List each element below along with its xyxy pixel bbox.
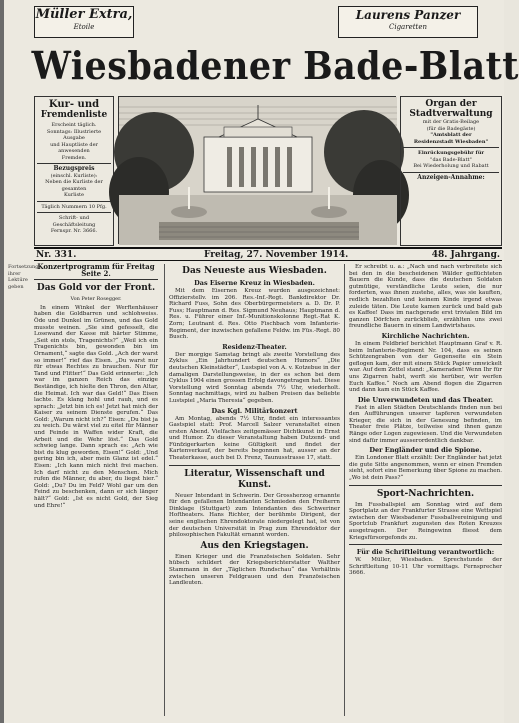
issue-date: Freitag, 27. November 1914. xyxy=(204,250,349,260)
militar-title: Das Kgl. Militärkonzert xyxy=(211,406,298,415)
kurliste-line: Schrift- und Geschäftsleitung xyxy=(52,215,96,228)
column-2 xyxy=(164,264,340,716)
organ-line: Residenzstadt Wiesbaden" xyxy=(413,138,489,145)
organ-box xyxy=(400,96,502,246)
organ-line: Einrückungsgebühr für xyxy=(418,150,484,156)
ad-left-subtitle: Etoile xyxy=(73,23,95,31)
ad-right-title: Laurens Panzer xyxy=(355,8,461,22)
kurliste-title-2: Fremdenliste xyxy=(40,110,108,120)
kurliste-line: Kurliste xyxy=(64,192,84,198)
divider xyxy=(403,147,499,148)
organ-line: (für die Badegäste) xyxy=(426,125,476,132)
left-edge-text: Fortsetzung ihrer Lektüre geben xyxy=(8,264,39,290)
sub3-title: Der Engländer und die Spione. xyxy=(369,446,482,455)
ad-laurens-panzer xyxy=(338,6,478,38)
ad-mueller-extra xyxy=(34,6,134,38)
section-title-wiesbaden: Das Neueste aus Wiesbaden. xyxy=(182,266,327,276)
footer-title: Für die Schriftleitung verantwortlich: xyxy=(356,548,495,557)
kurhaus-illustration xyxy=(118,96,396,244)
organ-line: "das Bade-Blatt" xyxy=(430,156,472,163)
divider xyxy=(349,544,502,545)
sub2-text: Fast in allen Städten Deutschlands finden nun bei den Aufführungen unserer tapferen verwundeten Krieger, die sich in der Genesung befinden, im Theater freie Plätze, teilweise sind ihnen ganze Ränge oder Logen zugewiesen. Und die Verwundeten sind dafür immer ausserordentlich dankbar. xyxy=(349,404,502,444)
kurliste-line: (einschl. Kurliste): xyxy=(50,172,98,179)
ad-right-subtitle: Cigaretten xyxy=(388,23,427,31)
ad-left-title: Müller Extra, xyxy=(35,7,133,22)
issue-number: Nr. 331. xyxy=(36,250,77,260)
kriegstagen-title: Aus den Kriegstagen. xyxy=(200,540,309,551)
divider xyxy=(169,465,340,466)
kreuz-title: Das Eiserne Kreuz in Wiesbaden. xyxy=(194,279,315,287)
kurliste-box xyxy=(34,96,114,246)
divider xyxy=(37,212,111,213)
sub1-title: Kirchliche Nachrichten. xyxy=(381,331,470,340)
kurliste-line: Neben die Kurliste der gesamten xyxy=(45,179,103,192)
issue-year: 48. Jahrgang. xyxy=(431,250,500,260)
story-author: Von Peter Rosegger. xyxy=(70,296,122,303)
kurliste-line: Täglich Nummern 10 Pfg. xyxy=(41,203,107,210)
masthead-title: Wiesbadener Bade-Blatt xyxy=(31,43,519,88)
column-1 xyxy=(34,264,158,716)
story-text: In einem Winkel der Werftenhäuser haben die Goldbarren und schlohweiss. Öde und Dunkel im Grünen, und das Gold musste weinen. „Sie sind gefesselt, die Losewand der Kasse mit härter Stimme, „Seit ein stols, Tragenichts?“ „Weil ich ein Tragenichts bin, gewonden bin im Ornament,“ sagte das Gold. „Ach der warst so immer!“ rief das Eisen. „Du warst nur für etwas Rechtes zu brauchen. Nur für Tand und Flitter!“ Das Gold erinnerte: „Ich war im ganzen Reich das einzige Beständige, ich hielte den Thron, den Altar, die Heimat. Ich war das Geld!“ Das Eisen lachte. Es klang hohl und rauh, und es sprach: „Jetzt bin ich es! Jetzt hat mich der Kaiser zu seinem Dienste gerufen.“ Das Gold: „Warum nicht ich?“ Eisen: „Du bist ja zu weich. Du wärst viel zu eitel für Männer und Feinde in Waffen wider Kraft, die Arbeit und die Wehr löst.“ Das Gold schwieg lange. Dann sprach es: „Ach wie bist du klug geworden, Eisen!“ Gold: „Und gering bin ich, aber mein Glanz ist edel.“ Eisen: „Ich kann mich nicht frei machen. Ich darf nicht zu den Menschen. Mich rufen die Männer, du aber, du liegst hier.“ Gold: „Du? Du im Feld? Wohl gar um den Feind zu beschenken, dann er sich länger hält?“ Gold: „Ist es nicht Gold, der Sieg und Ehre!“ xyxy=(34,304,158,509)
theater-title: Residenz-Theater. xyxy=(222,342,287,351)
kurliste-line: Erscheint täglich. xyxy=(51,122,97,128)
literatur-title: Literatur, Wissenschaft und Kunst. xyxy=(184,468,325,490)
sub3-text: Ein Londoner Blatt erzählt: Der Engländer hat jetzt die gute Sitte angenommen, wenn er einen Fremden sieht, sofort eine Bemerkung über Spione zu machen. „Wo ist dein Pass?“ xyxy=(349,455,502,482)
organ-line: Anzeigen-Annahme: xyxy=(417,173,485,181)
militar-text: Am Montag, abends 7½ Uhr, findet ein interessantes Gastspiel statt: Prof. Marcell Salzer veranstaltet einen ersten Abend. Vielfaches zeitgemässer Dichtkunst in Ernst und Humor. Zu dieser Veranstaltung haben Dutzend- und Fünfzigerkarten keine Gültigkeit und findet der Kartenverkauf, der bereits begonnen hat, ausser an der Theaterkasse, auch bei D. Frenz, Taunusstrasse 17, statt. xyxy=(169,415,340,462)
kreuz-text: Mit dem Eisernen Kreuz wurden ausgezeichnet: Offizierstellv. im 206. Res.-Inf.-Regt. Bankdirektor Dr. Richard Fuss, Sohn des Oberbürgermeisters a. D. Dr. P. Fuss; Hauptmann d. Res. Sigmund Neuhaus; Hauptmann d. Res. u. Führer einer Inf.-Munitionskolonne Regt.-Rat K. Zorn; Leutnant d. Res. Otto Fischbach vom Infanterie-Regiment, der inzwischen gefallene Feldw. im Füs.-Regt. 80 Busch. xyxy=(169,288,340,341)
organ-line: Bei Wiederholung und Rabatt xyxy=(413,163,489,169)
theater-text: Der morgige Samstag bringt als zweite Vorstellung des Zyklus „Ein Jahrhundert deutschen Humors“ „Die deutschen Kleinstädter“, Lustspiel von A. v. Kotzebue in der damaligen Darstellungsweise, in der es schon bei dem Cyklus 1904 einen grossen Erfolg davongetragen hat. Diese Vorstellung wird Sonntag abends 7½ Uhr, wiederholt. Sonntag nachmittags, wird zu halben Preisen das beliebte Lustspiel „Maria Theresia“ gegeben. xyxy=(169,351,340,404)
literatur-text: Neuer Intendant in Schwerin. Der Grossherzog ernannte für den gefallenen Intendanten Schmieden den Freiherrn Dinklage (Stuttgart) zum Intendanten des Schweriner Hoftheaters. Hans Richter, der berühmte Dirigent, der seine englischen Ehrendoktorate niedergelegt hat, ist von der deutschen Universität in Prag zum Ehrendoktor der philosophischen Fakultät ernannt worden. xyxy=(169,492,340,539)
concert-program-link[interactable]: Konzertprogramm für Freitag Seite 2. xyxy=(34,264,158,280)
kurliste-line: Fremden. xyxy=(61,154,87,161)
divider xyxy=(37,163,111,164)
kurhaus-engraving xyxy=(119,97,397,245)
organ-line: mit der Gratis-Beilage xyxy=(422,119,480,125)
organ-title-2: Stadtverwaltung xyxy=(409,109,493,119)
date-bar xyxy=(34,247,502,261)
sub1-text: In einem Feldbrief berichtet Hauptmann Graf v. R. beim Infanterie-Regiment Nr. 104, dass es seinen Schützengraben von der Gegenseite ein Stein geflogen kam, der mit einem Stück Papier umwickelt war. Auf dem Zettel stand: „Kameraden! Wenn Ihr für uns Zigarren habt, werft sie herüber, wir werfen Euch Kaffee.“ Noch am Abend flogen die Zigarren und dann kam ein Stück Kaffee. xyxy=(349,340,502,394)
col3-text: Er schreibt u. a.: „Nach und nach verbreitete sich bei den in die bescheidenen Wälder geflüchteten Bauern die Kunde, dass die deutschen Soldaten gutmütige, verständliche Leute seien, die nur forderten, was ihnen zustehe, alles, was sie kauften, redlich bezahlten und keinem Kinde irgend etwas zuleide täten. Die Leute kamen zurück und bald gab es Kaffee! Dass im nachgerade erst trivialen Bild im ganzen Dörfchen zurückblieb, erzählten uns zwei freundliche Bauern in einem Landwirtshaus. xyxy=(349,264,502,330)
divider xyxy=(37,201,111,202)
organ-title-1: Organ der xyxy=(425,99,477,109)
divider xyxy=(349,485,502,486)
footer-text: W. Müller, Wiesbaden. Sprechstunde der Schriftleitung 10-11 Uhr vormittags. Fernsprecher 3666. xyxy=(349,557,502,577)
sport-title: Sport-Nachrichten. xyxy=(376,488,475,499)
kurliste-title-1: Kur- und xyxy=(48,99,100,110)
kriegstagen-text: Einen Krieger und die Französischen Soldaten. Sehr hübsch schildert der Kriegsberichterstatter Walther Stammann in der „Täglichen Rundschau“ das Verhältnis zwischen unseren Feldgrauen und den Französischen Landleuten. xyxy=(169,553,340,587)
organ-line: "Amtsblatt der xyxy=(430,132,472,138)
sub2-title: Die Unverwundeten und das Theater. xyxy=(357,395,494,404)
divider xyxy=(403,172,499,173)
story-title: Das Gold vor der Front. xyxy=(36,283,156,294)
kurliste-line: und Hauptliste der anwesenden xyxy=(50,141,98,154)
column-3 xyxy=(344,264,502,716)
kurliste-line: Sonntags: Illustrierte Ausgabe xyxy=(46,128,102,141)
sport-text: Im Fussballspiel am Sonntag wird auf dem Sportplatz an der Frankfurter Strasse eine Wettspiel zwischen der Wiesbadener Fussballvereinigung und Sportclub Frankfurt zugunsten des Roten Kreuzes ausgetragen. Der Reingewinn fliesst dem Kriegsfürsorgefonds zu. xyxy=(349,501,502,541)
kurliste-line: Bezugspreis xyxy=(53,165,95,172)
kurliste-line: Fernspr. Nr. 3666. xyxy=(50,228,98,234)
